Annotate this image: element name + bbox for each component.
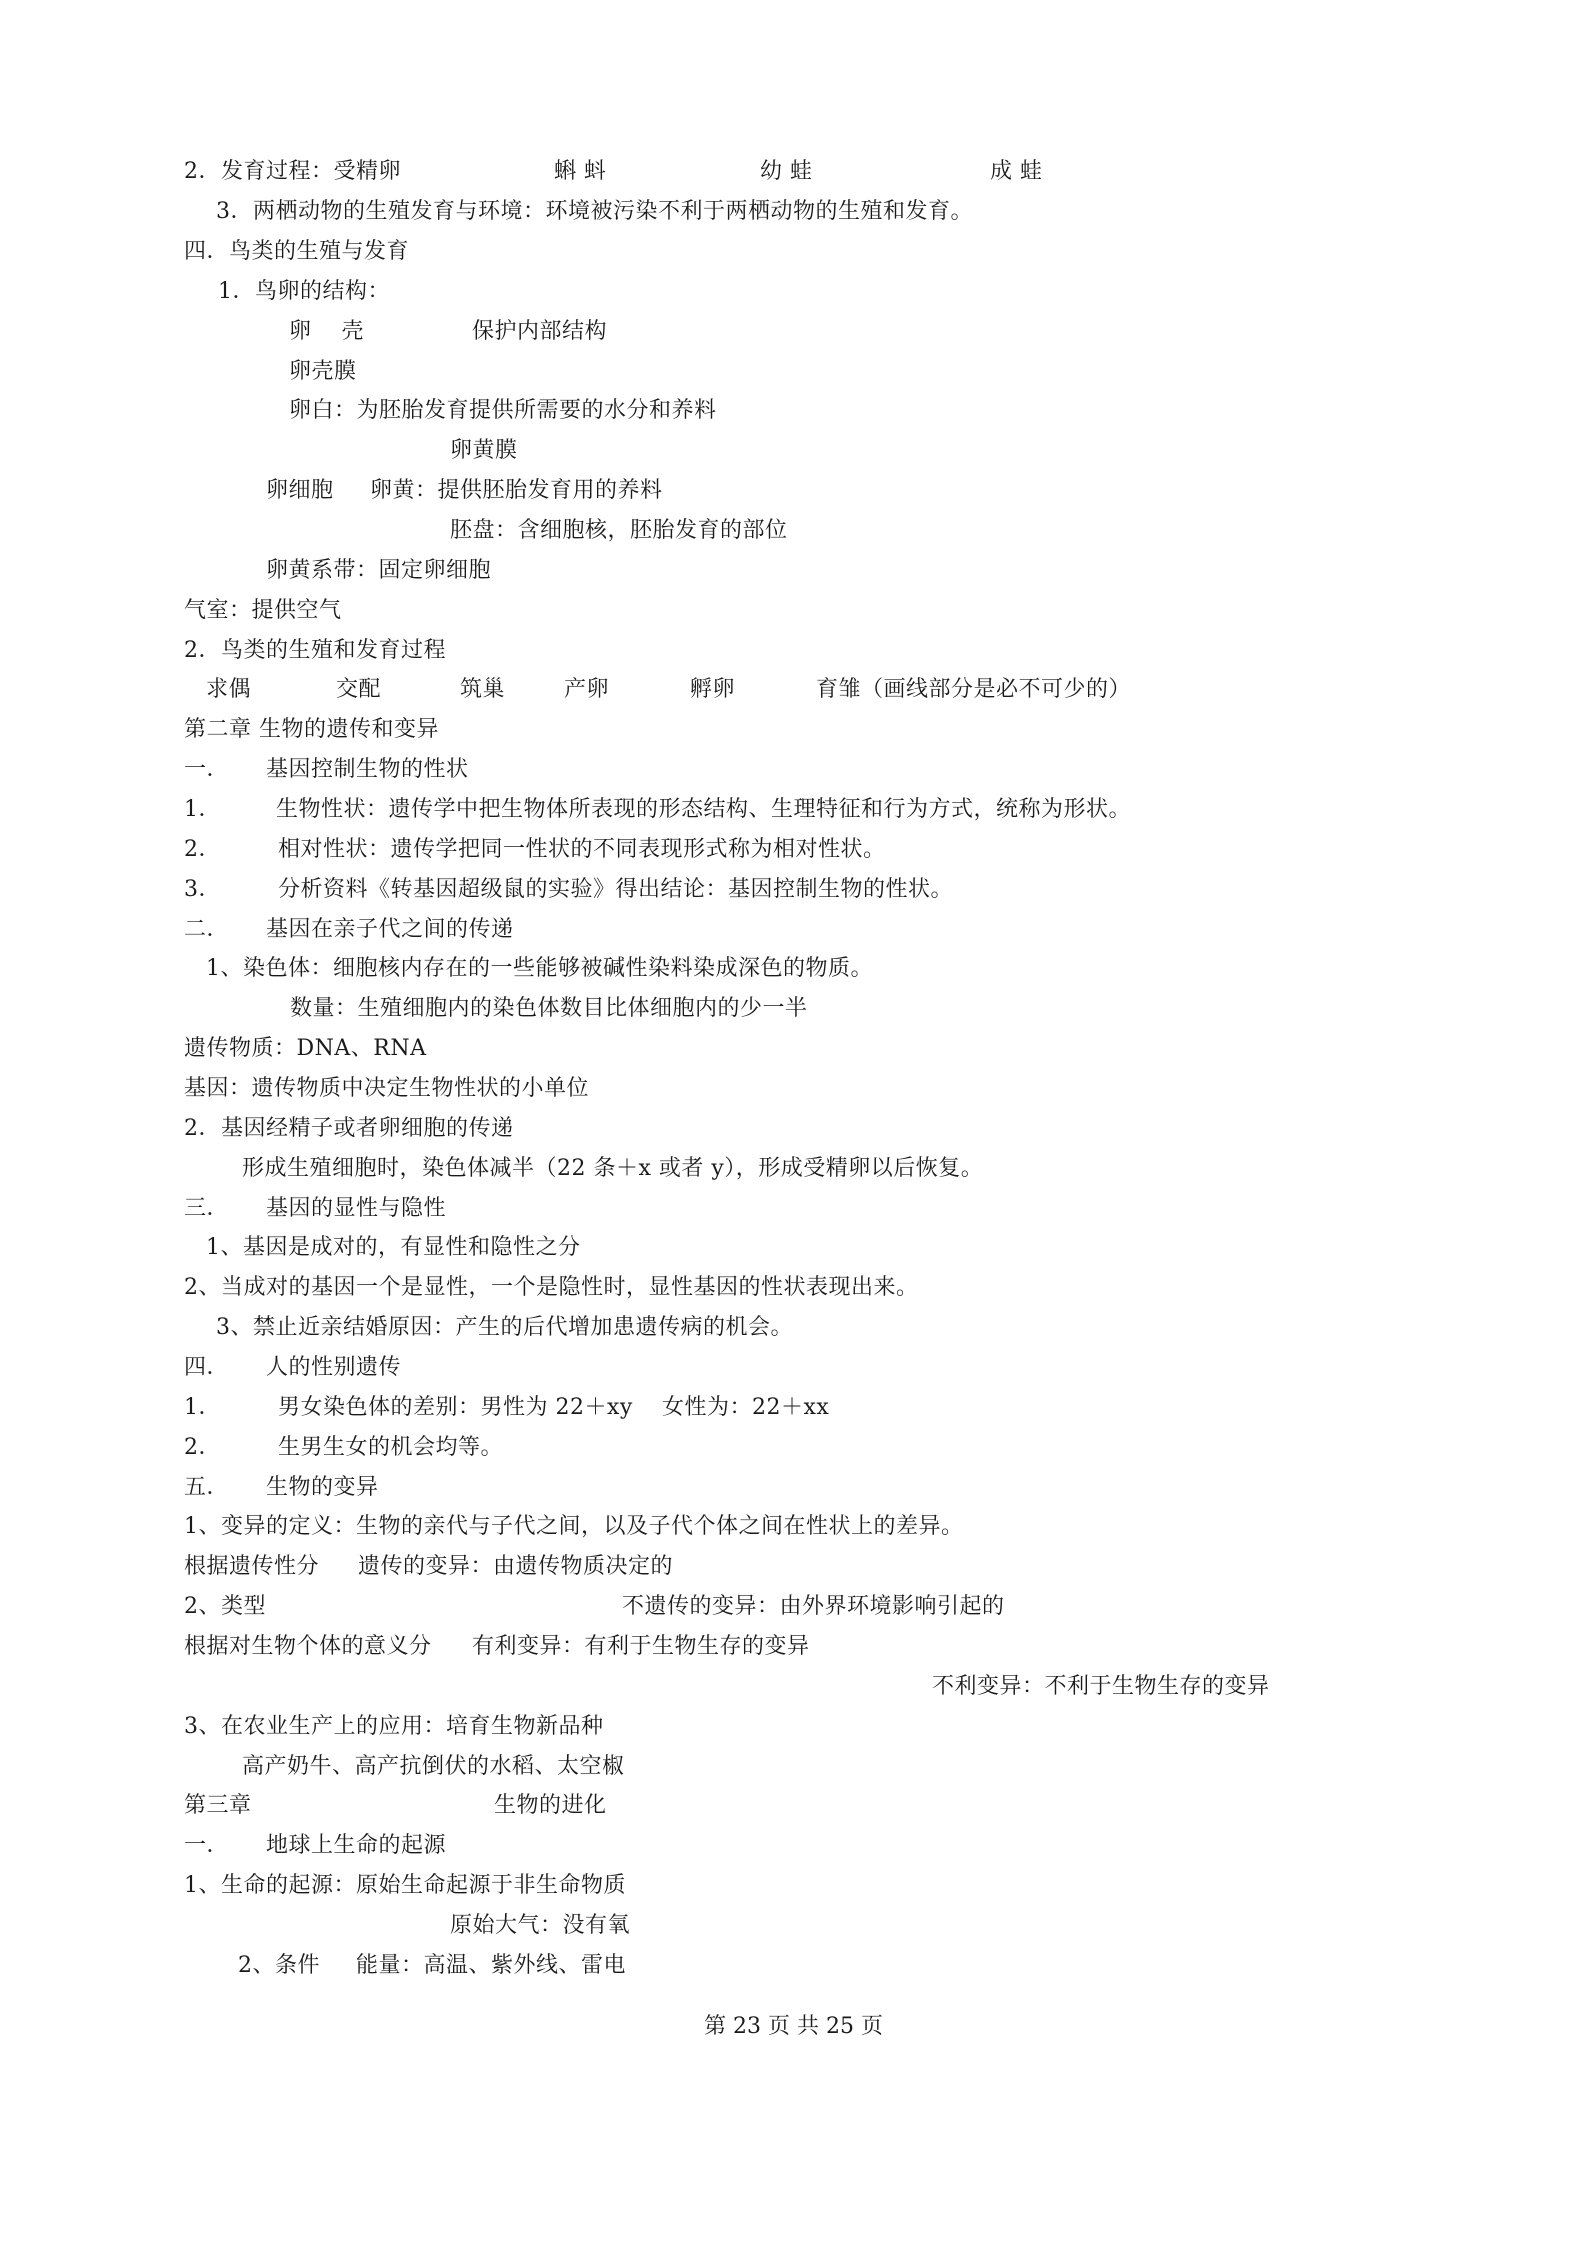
bird-step: 产卵 <box>564 677 610 702</box>
beneficial-variation: 有利变异：有利于生物生存的变异 <box>472 1634 810 1659</box>
experiment-conclusion: 分析资料《转基因超级鼠的实验》得出结论：基因控制生物的性状。 <box>278 877 954 902</box>
item-number: 3． <box>184 877 221 902</box>
harmful-variation: 不利变异：不利于生物生存的变异 <box>932 1674 1270 1699</box>
bird-step: 孵卵 <box>690 677 736 702</box>
stage-adult: 成 蛙 <box>990 159 1043 184</box>
primitive-atmosphere: 原始大气：没有氧 <box>450 1913 631 1938</box>
egg-yolk-membrane: 卵黄膜 <box>450 438 518 463</box>
genetic-material: 遗传物质：DNA、RNA <box>184 1036 427 1061</box>
egg-shell-membrane: 卵壳膜 <box>289 359 357 384</box>
bird-step: 交配 <box>336 677 382 702</box>
dev-process-label: 2．发育过程：受精卵 <box>184 159 401 184</box>
chapter-title: 第二章 生物的遗传和变异 <box>184 717 439 742</box>
egg-shell: 卵 壳 <box>289 319 364 344</box>
energy-sources: 能量：高温、紫外线、雷电 <box>356 1953 627 1978</box>
egg-chalaza: 卵黄系带：固定卵细胞 <box>266 558 492 583</box>
origin-of-life: 1、生命的起源：原始生命起源于非生命物质 <box>184 1873 626 1898</box>
chromosome-number: 数量：生殖细胞内的染色体数目比体细胞内的少一半 <box>290 996 808 1021</box>
bird-step: 求偶 <box>206 677 252 702</box>
section-heading: 地球上生命的起源 <box>266 1833 447 1858</box>
sex-chromosome-female: 女性为：22＋xx <box>662 1395 830 1420</box>
dominant-gene: 2、当成对的基因一个是显性，一个是隐性时，显性基因的性状表现出来。 <box>184 1275 919 1300</box>
variation-types: 2、类型 <box>184 1594 266 1619</box>
heritable-variation: 遗传的变异：由遗传物质决定的 <box>358 1554 674 1579</box>
by-meaning-label: 根据对生物个体的意义分 <box>184 1634 432 1659</box>
item-number: 2． <box>184 837 221 862</box>
egg-albumen: 卵白：为胚胎发育提供所需要的水分和养料 <box>289 398 717 423</box>
egg-structure-heading: 1．鸟卵的结构： <box>218 279 390 304</box>
section-number: 一． <box>184 1833 230 1858</box>
egg-germinal-disc: 胚盘：含细胞核，胚胎发育的部位 <box>450 518 788 543</box>
egg-air-cell: 气室：提供空气 <box>184 598 342 623</box>
chapter-title: 生物的进化 <box>494 1793 607 1818</box>
consanguinity-rule: 3、禁止近亲结婚原因：产生的后代增加患遗传病的机会。 <box>216 1315 793 1340</box>
section-number: 三． <box>184 1196 230 1221</box>
chapter-number: 第三章 <box>184 1793 252 1818</box>
gene-definition: 基因：遗传物质中决定生物性状的小单位 <box>184 1076 590 1101</box>
bird-step: 育雏（画线部分是必不可少的） <box>816 677 1132 702</box>
section-number: 五． <box>184 1475 230 1500</box>
relative-trait-definition: 相对性状：遗传学把同一性状的不同表现形式称为相对性状。 <box>278 837 886 862</box>
application-examples: 高产奶牛、高产抗倒伏的水稻、太空椒 <box>242 1754 625 1779</box>
stage-tadpole: 蝌 蚪 <box>554 159 607 184</box>
variation-definition: 1、变异的定义：生物的亲代与子代之间，以及子代个体之间在性状上的差异。 <box>184 1514 964 1539</box>
item-number: 2． <box>184 1435 221 1460</box>
item-number: 1． <box>184 797 221 822</box>
page-number-footer: 第 23 页 共 25 页 <box>704 2014 883 2039</box>
egg-cell: 卵细胞 <box>266 478 334 503</box>
sex-chromosome-male: 男女染色体的差别：男性为 22＋xy <box>278 1395 633 1420</box>
item-number: 1． <box>184 1395 221 1420</box>
section-number: 一． <box>184 757 230 782</box>
chromosome-definition: 1、染色体：细胞核内存在的一些能够被碱性染料染成深色的物质。 <box>206 956 873 981</box>
bird-process-heading: 2．鸟类的生殖和发育过程 <box>184 638 446 663</box>
section-heading: 人的性别遗传 <box>266 1355 402 1380</box>
section-number: 四． <box>184 1355 230 1380</box>
bird-step: 筑巢 <box>460 677 506 702</box>
section-heading-birds: 四．鸟类的生殖与发育 <box>184 239 410 264</box>
section-number: 二． <box>184 917 230 942</box>
conditions-label: 2、条件 <box>238 1953 320 1978</box>
section-heading: 基因控制生物的性状 <box>266 757 469 782</box>
section-heading: 基因在亲子代之间的传递 <box>266 917 514 942</box>
trait-definition: 生物性状：遗传学中把生物体所表现的形态结构、生理特征和行为方式，统称为形状。 <box>276 797 1132 822</box>
gene-transmission: 2．基因经精子或者卵细胞的传递 <box>184 1116 514 1141</box>
stage-froglet: 幼 蛙 <box>760 159 813 184</box>
amphibian-environment: 3．两栖动物的生殖发育与环境：环境被污染不利于两栖动物的生殖和发育。 <box>216 199 973 224</box>
egg-yolk: 卵黄：提供胚胎发育用的养料 <box>370 478 663 503</box>
chromosome-reduction: 形成生殖细胞时，染色体减半（22 条＋x 或者 y），形成受精卵以后恢复。 <box>242 1156 984 1181</box>
by-heredity-label: 根据遗传性分 <box>184 1554 320 1579</box>
section-heading: 基因的显性与隐性 <box>266 1196 447 1221</box>
agricultural-application: 3、在农业生产上的应用：培育生物新品种 <box>184 1714 604 1739</box>
non-heritable-variation: 不遗传的变异：由外界环境影响引起的 <box>622 1594 1005 1619</box>
gene-pair: 1、基因是成对的，有显性和隐性之分 <box>206 1235 581 1260</box>
egg-shell-function: 保护内部结构 <box>472 319 608 344</box>
sex-probability: 生男生女的机会均等。 <box>278 1435 504 1460</box>
section-heading: 生物的变异 <box>266 1475 379 1500</box>
